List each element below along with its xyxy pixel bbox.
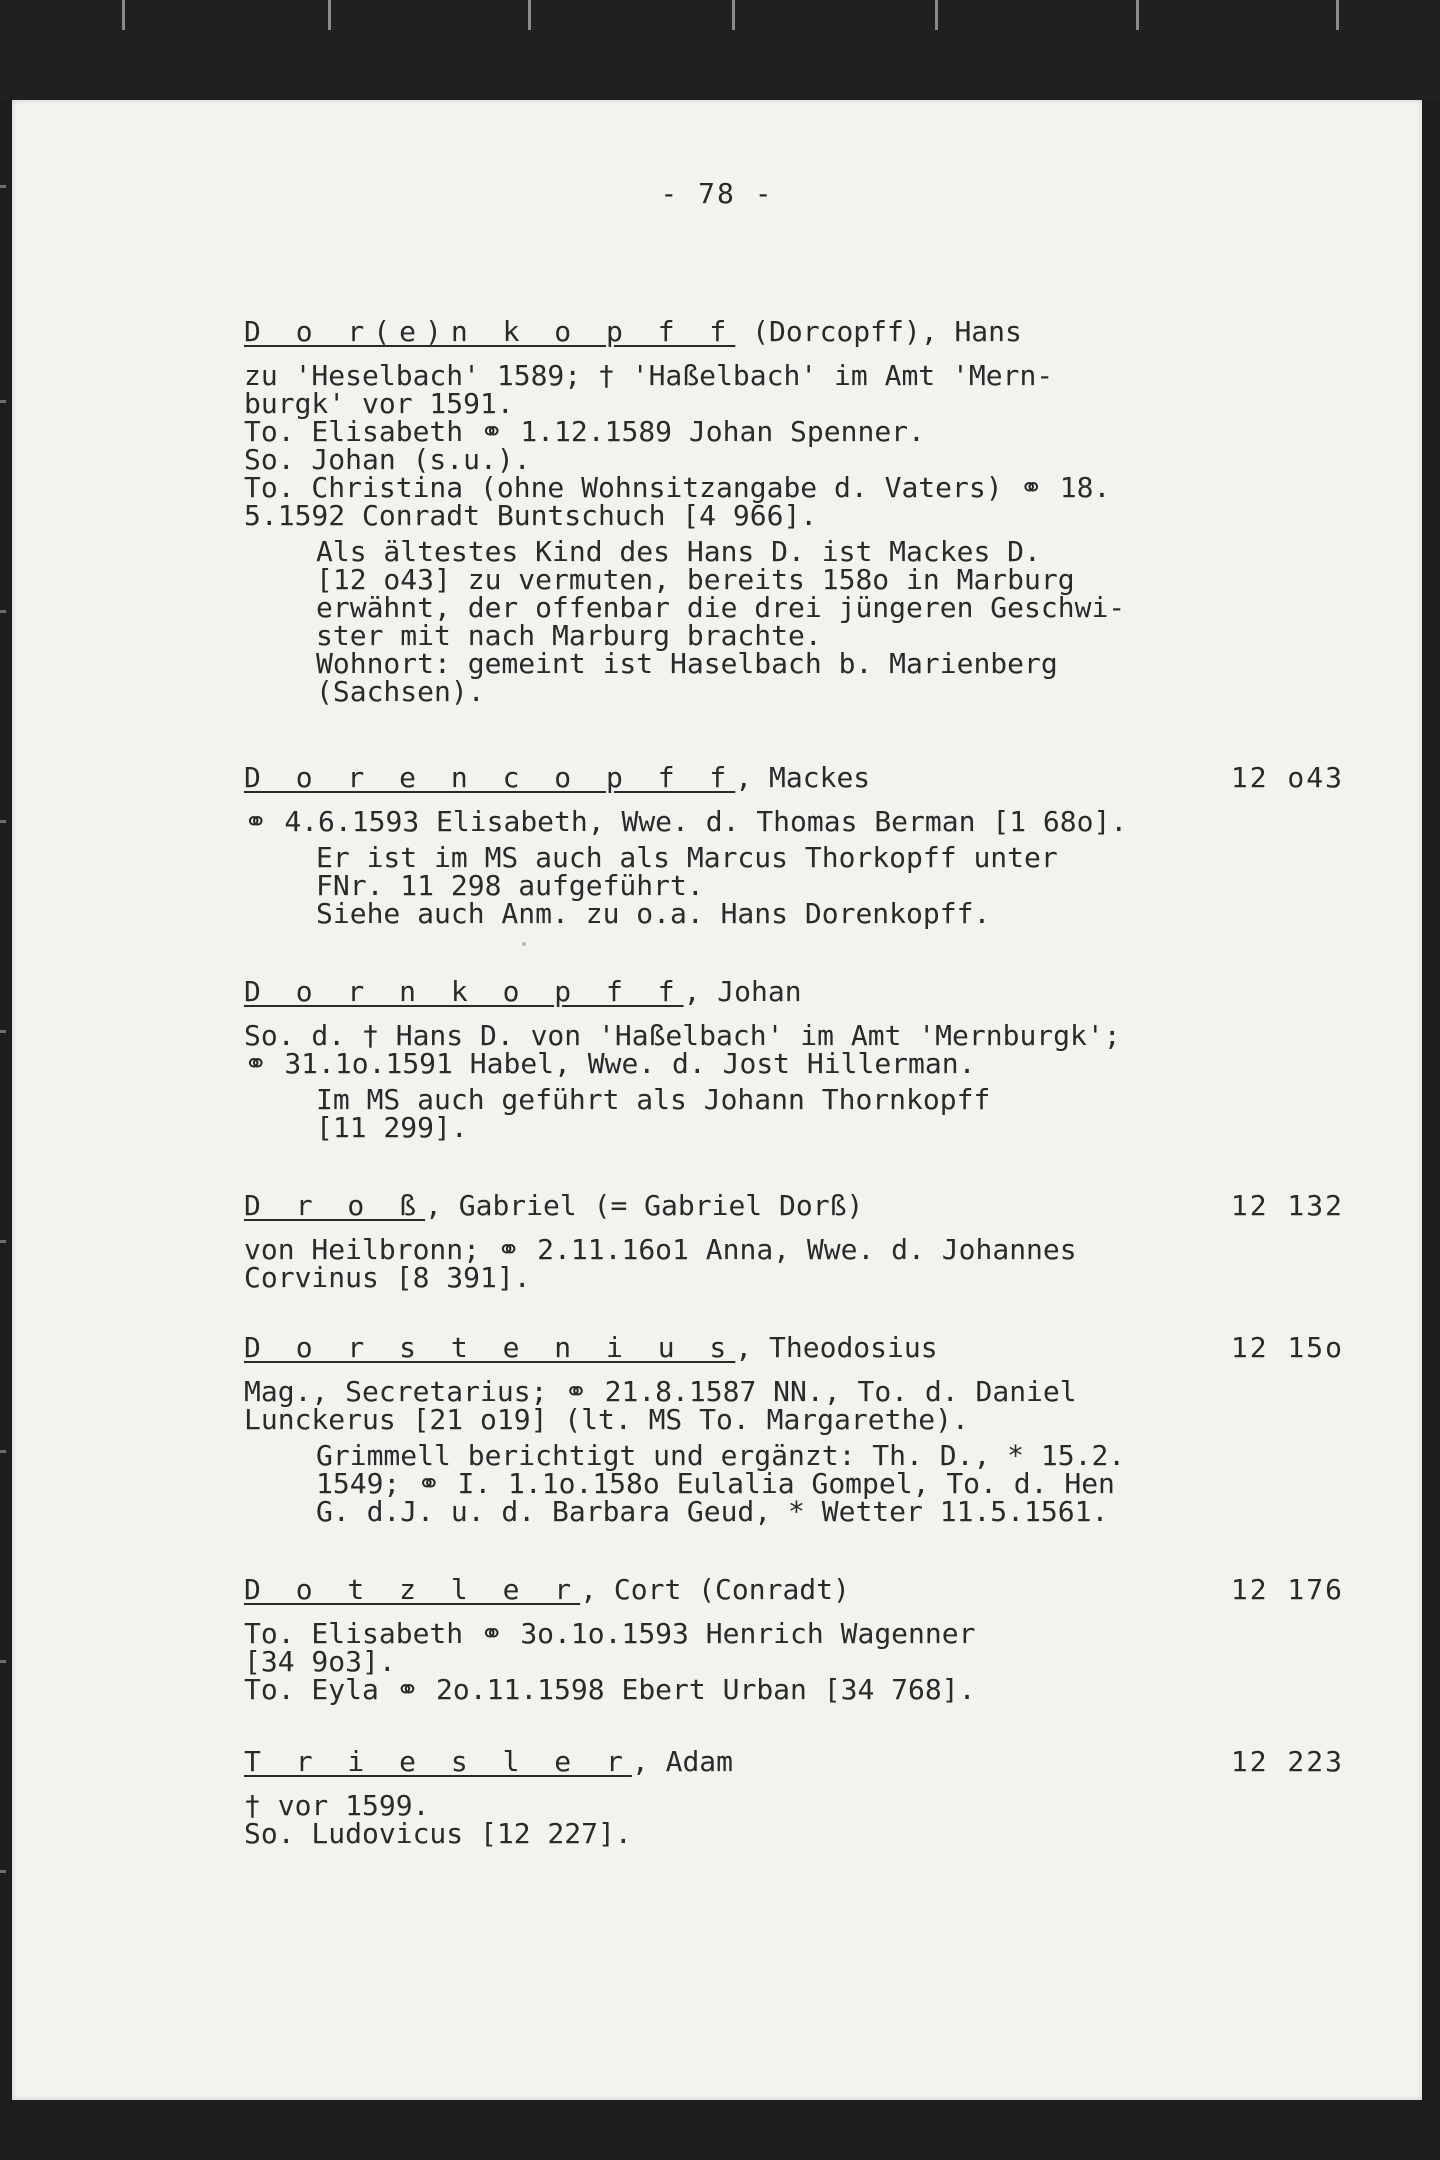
scan-tick [935,0,938,30]
entry-dross-gabriel [244,1189,1344,1294]
entry-given-name: , Adam [631,1745,734,1778]
scan-tick [528,0,531,30]
scan-tick [328,0,331,30]
entry-line: von Heilbronn; ⚭ 2.11.16o1 Anna, Wwe. d. Johannes [244,1233,1077,1266]
scan-tick [0,1870,6,1873]
entry-given-name: , Johan [683,975,802,1008]
entry-body [244,1617,1344,1706]
entry-line: Corvinus [8 391]. [244,1261,531,1294]
entry-note [316,535,1344,708]
entry-header [244,1573,1344,1610]
family-number: 12 15o [1230,1331,1344,1364]
entry-body [244,1789,1344,1850]
note-line: 1549; ⚭ I. 1.1o.158o Eulalia Gompel, To. d. Hen [316,1467,1115,1500]
entry-line: Lunckerus [21 o19] (lt. MS To. Margarethe). [244,1403,969,1436]
entry-note [316,1083,1344,1144]
scan-tick [0,1240,6,1243]
family-number: 12 223 [1230,1745,1344,1778]
entry-name: D o r(e)n k o p f f [244,315,736,348]
entry-line: To. Elisabeth ⚭ 3o.1o.1593 Henrich Wagenner [244,1617,976,1650]
entry-line: Mag., Secretarius; ⚭ 21.8.1587 NN., To. d. Daniel [244,1375,1077,1408]
paper-speck [522,942,526,946]
family-number: 12 132 [1230,1189,1344,1222]
entry-body [244,805,1344,838]
entry-line: To. Eyla ⚭ 2o.11.1598 Ebert Urban [34 768]. [244,1673,976,1706]
entry-header [244,975,1344,1012]
entry-given-name: , Theodosius [735,1331,938,1364]
note-line: Im MS auch geführt als Johann Thornkopff [316,1083,991,1116]
note-line: G. d.J. u. d. Barbara Geud, * Wetter 11.5.1561. [316,1495,1109,1528]
entry-header [244,1331,1344,1368]
entry-dorstenius-theodosius [244,1331,1344,1528]
entry-line: 5.1592 Conradt Buntschuch [4 966]. [244,499,818,532]
entry-note [316,841,1344,930]
entry-line: ⚭ 4.6.1593 Elisabeth, Wwe. d. Thomas Berman [1 68o]. [244,805,1128,838]
entry-given-name: , Cort (Conradt) [580,1573,850,1606]
entry-header [244,1745,1344,1782]
note-line: Wohnort: gemeint ist Haselbach b. Marienberg [316,647,1058,680]
entry-header [244,761,1344,798]
entry-triesler-adam [244,1745,1344,1850]
scan-tick [1336,0,1339,30]
scan-tick [0,1030,6,1033]
entry-dorenkopff-hans [244,315,1344,708]
entry-header [244,1189,1344,1226]
entry-dotzler-cort [244,1573,1344,1706]
entry-line: burgk' vor 1591. [244,387,514,420]
entry-given-name: , Mackes [735,761,871,794]
family-number: 12 176 [1230,1573,1344,1606]
entry-line: † vor 1599. [244,1789,430,1822]
entry-name: D o r s t e n i u s [244,1331,736,1364]
entry-line: To. Christina (ohne Wohnsitzangabe d. Vaters) ⚭ 18. [244,471,1111,504]
entry-line: So. Ludovicus [12 227]. [244,1817,632,1850]
entry-line: So. Johan (s.u.). [244,443,531,476]
entry-body [244,1019,1344,1080]
entry-name: D r o ß [244,1189,426,1222]
family-number: 12 o43 [1230,761,1344,794]
entry-name: D o r e n c o p f f [244,761,736,794]
entry-line: So. d. † Hans D. von 'Haßelbach' im Amt 'Mernburgk'; [244,1019,1121,1052]
entry-body [244,1233,1344,1294]
note-line: [11 299]. [316,1111,468,1144]
note-line: Grimmell berichtigt und ergänzt: Th. D., * 15.2. [316,1439,1126,1472]
entry-body [244,1375,1344,1436]
note-line: ster mit nach Marburg brachte. [316,619,822,652]
entry-line: ⚭ 31.1o.1591 Habel, Wwe. d. Jost Hillerman. [244,1047,976,1080]
entry-name: D o t z l e r [244,1573,581,1606]
entry-name: T r i e s l e r [244,1745,632,1778]
scan-tick [0,610,6,613]
note-line: [12 o43] zu vermuten, bereits 158o in Marburg [316,563,1075,596]
entry-line: To. Elisabeth ⚭ 1.12.1589 Johan Spenner. [244,415,925,448]
scan-tick [0,185,6,188]
entry-given-name: , Gabriel (= Gabriel Dorß) [425,1189,864,1222]
entry-note [316,1439,1344,1528]
note-line: Er ist im MS auch als Marcus Thorkopff unter [316,841,1058,874]
note-line: erwähnt, der offenbar die drei jüngeren Geschwi- [316,591,1126,624]
note-line: Siehe auch Anm. zu o.a. Hans Dorenkopff. [316,897,991,930]
scan-tick [122,0,125,30]
entry-dornkopff-johan [244,975,1344,1144]
entry-given-name: (Dorcopff), Hans [735,315,1022,348]
entry-body [244,359,1344,532]
entry-line: [34 9o3]. [244,1645,396,1678]
scan-tick [1136,0,1139,30]
scan-tick [0,820,6,823]
scan-tick [0,400,6,403]
scan-tick [732,0,735,30]
entry-header [244,315,1344,352]
entry-line: zu 'Heselbach' 1589; † 'Haßelbach' im Amt 'Mern- [244,359,1054,392]
scan-border-top [0,0,1440,100]
note-line: Als ältestes Kind des Hans D. ist Mackes D. [316,535,1041,568]
scan-tick [0,1450,6,1453]
entry-name: D o r n k o p f f [244,975,684,1008]
note-line: FNr. 11 298 aufgeführt. [316,869,704,902]
page-number: - 78 - [660,177,774,210]
document-page [12,100,1422,2100]
note-line: (Sachsen). [316,675,485,708]
entry-dorencopff-mackes [244,761,1344,930]
scan-tick [0,1660,6,1663]
